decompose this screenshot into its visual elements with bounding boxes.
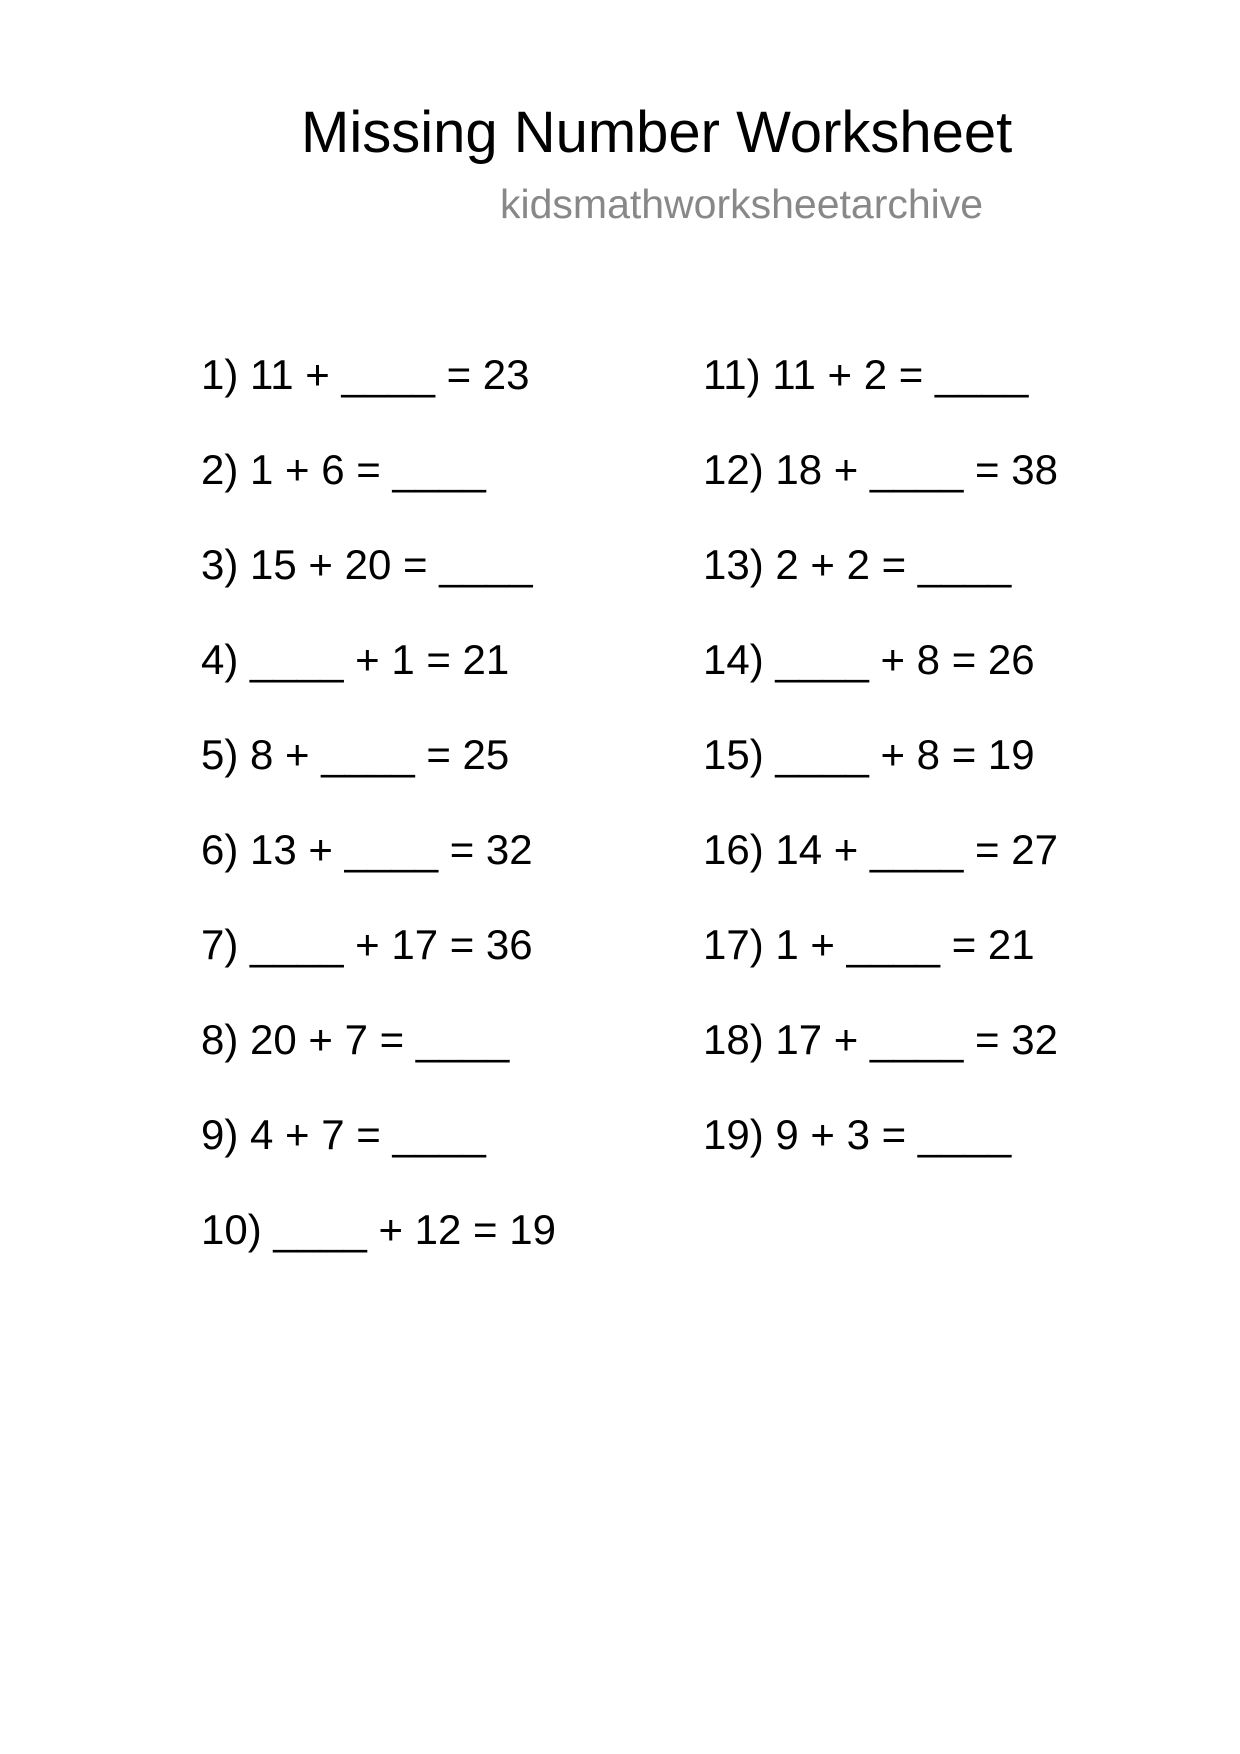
problem-equation: ____ + 12 = 19 — [273, 1206, 556, 1253]
problem-equation: 20 + 7 = ____ — [250, 1016, 510, 1063]
problem-number: 1) — [201, 351, 239, 398]
problem-equation: 15 + 20 = ____ — [250, 541, 533, 588]
problem-number: 9) — [201, 1111, 239, 1158]
problem-number: 4) — [201, 636, 239, 683]
problem-number: 2) — [201, 446, 239, 493]
problem-equation: 18 + ____ = 38 — [775, 446, 1058, 493]
problem-equation: 11 + 2 = ____ — [772, 351, 1029, 398]
problem-number: 13) — [703, 541, 764, 588]
problem-item — [703, 350, 1058, 445]
problem-number: 5) — [201, 731, 239, 778]
problem-equation: 1 + ____ = 21 — [775, 921, 1035, 968]
problems-column-right — [703, 350, 1058, 1205]
problem-item — [201, 540, 556, 635]
problem-equation: ____ + 1 = 21 — [250, 636, 510, 683]
page-title: Missing Number Worksheet — [301, 100, 1013, 165]
problem-item — [201, 1015, 556, 1110]
problem-number: 16) — [703, 826, 764, 873]
problem-number: 12) — [703, 446, 764, 493]
problem-number: 6) — [201, 826, 239, 873]
problem-number: 11) — [703, 351, 761, 398]
problem-equation: 9 + 3 = ____ — [775, 1111, 1012, 1158]
problem-number: 8) — [201, 1016, 239, 1063]
problem-item — [201, 1205, 556, 1300]
problem-item — [703, 1110, 1058, 1205]
problem-item — [201, 825, 556, 920]
problem-equation: 17 + ____ = 32 — [775, 1016, 1058, 1063]
problem-equation: 14 + ____ = 27 — [775, 826, 1058, 873]
problem-item — [201, 920, 556, 1015]
problem-equation: 8 + ____ = 25 — [250, 731, 510, 778]
problem-item — [703, 920, 1058, 1015]
problem-equation: 2 + 2 = ____ — [775, 541, 1012, 588]
problem-number: 14) — [703, 636, 764, 683]
problem-item — [201, 350, 556, 445]
problem-equation: 13 + ____ = 32 — [250, 826, 533, 873]
problem-equation: ____ + 8 = 26 — [775, 636, 1035, 683]
problem-item — [201, 445, 556, 540]
problem-equation: 11 + ____ = 23 — [250, 351, 530, 398]
problem-number: 3) — [201, 541, 239, 588]
problem-item — [703, 635, 1058, 730]
problem-number: 7) — [201, 921, 239, 968]
problem-equation: 4 + 7 = ____ — [250, 1111, 486, 1158]
problem-equation: ____ + 17 = 36 — [250, 921, 533, 968]
problem-item — [703, 540, 1058, 635]
problem-number: 15) — [703, 731, 764, 778]
problem-item — [703, 445, 1058, 540]
source-subtitle: kidsmathworksheetarchive — [500, 181, 984, 227]
problem-number: 17) — [703, 921, 764, 968]
problem-item — [201, 635, 556, 730]
problem-item — [201, 730, 556, 825]
problem-number: 18) — [703, 1016, 764, 1063]
problem-item — [703, 1015, 1058, 1110]
problem-number: 10) — [201, 1206, 262, 1253]
problems-column-left — [201, 350, 556, 1300]
problem-number: 19) — [703, 1111, 764, 1158]
problem-equation: ____ + 8 = 19 — [775, 731, 1035, 778]
problem-equation: 1 + 6 = ____ — [250, 446, 486, 493]
problem-item — [703, 825, 1058, 920]
problem-item — [201, 1110, 556, 1205]
problem-item — [703, 730, 1058, 825]
